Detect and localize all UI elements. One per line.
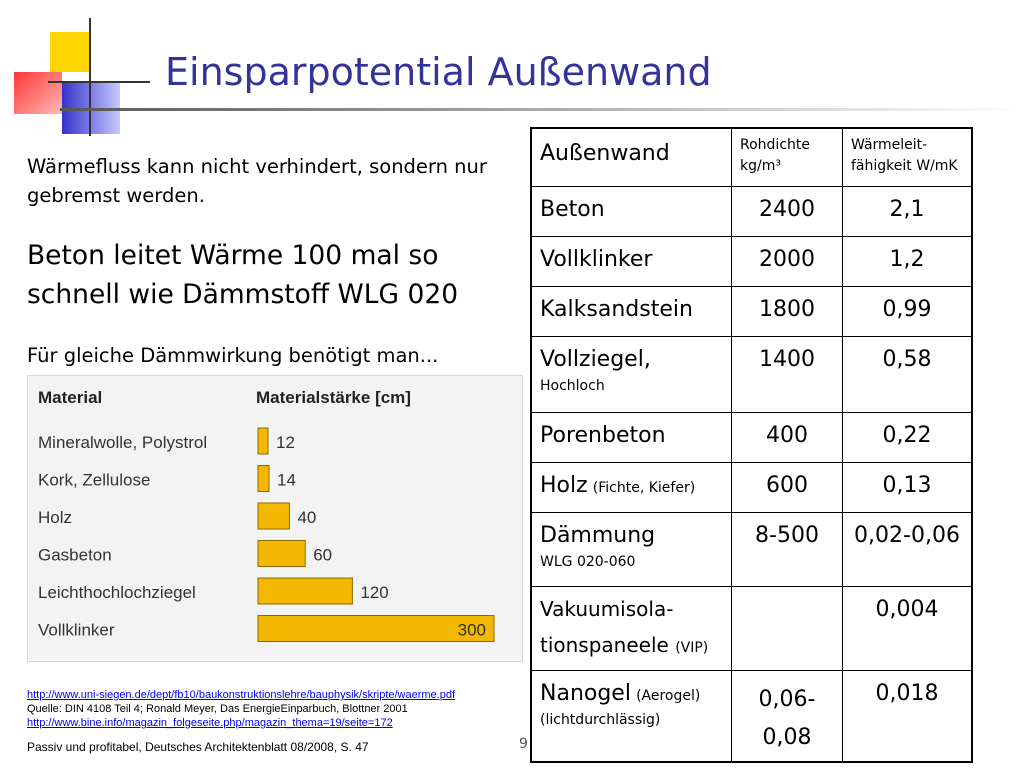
table-row [531, 236, 972, 286]
row-conductivity: 0,13 [882, 472, 932, 498]
chart-value-label: 14 [277, 470, 296, 490]
chart-value-label: 120 [360, 583, 389, 602]
row-density: 2400 [759, 196, 815, 222]
row-conductivity: 0,99 [882, 296, 932, 322]
row-name-note: (VIP) [675, 639, 709, 656]
chart-value-label: 300 [457, 620, 486, 640]
statement-line-1: Beton leitet Wärme 100 mal so [27, 240, 439, 271]
cell-material [531, 512, 732, 586]
row-conductivity: 0,02-0,06 [854, 522, 960, 548]
page-number: 9 [519, 736, 528, 752]
cell-density [732, 512, 843, 586]
cell-material [531, 462, 732, 512]
cell-conductivity [843, 186, 973, 236]
chart-bar [258, 428, 268, 454]
row-sub: Hochloch [540, 377, 605, 394]
statement-text [27, 236, 537, 314]
row-name-2: tionspaneele [540, 632, 669, 657]
chart-bar [258, 503, 289, 529]
cell-conductivity [843, 336, 973, 412]
chart-header-thickness: Materialstärke [cm] [256, 388, 411, 407]
source-quelle: Quelle: DIN 4108 Teil 4; Ronald Meyer, Das EnergieEinparbuch, Blottner 2001 [27, 703, 408, 715]
header-density [732, 128, 843, 186]
statement-line-2: schnell wie Dämmstoff WLG 020 [27, 279, 459, 310]
cell-density [732, 462, 843, 512]
cell-conductivity [843, 512, 973, 586]
table-row [531, 412, 972, 462]
footer-reference: Passiv und profitabel, Deutsches Architektenblatt 08/2008, S. 47 [27, 740, 369, 754]
row-conductivity: 0,018 [875, 680, 939, 706]
header-material-label: Außenwand [540, 141, 670, 166]
cell-material [531, 286, 732, 336]
sources [27, 688, 455, 730]
chart-category-label: Mineralwolle, Polystrol [38, 433, 208, 452]
cell-material [531, 236, 732, 286]
row-name: Kalksandstein [540, 296, 693, 322]
cell-conductivity [843, 586, 973, 670]
cell-conductivity [843, 412, 973, 462]
cell-material [531, 412, 732, 462]
row-conductivity: 2,1 [889, 196, 925, 222]
intro-text: Wärmefluss kann nicht verhindert, sondern nur gebremst werden. [27, 155, 487, 207]
cell-density [732, 186, 843, 236]
row-name: Nanogel [540, 680, 631, 706]
row-name: Vollklinker [540, 246, 653, 272]
row-name: Beton [540, 196, 605, 222]
table-row [531, 462, 972, 512]
chart-category-label: Holz [38, 508, 73, 527]
material-table [530, 127, 973, 763]
header-conductivity-line-2: fähigkeit W/mK [851, 158, 958, 174]
cell-density [732, 412, 843, 462]
chart-category-label: Kork, Zellulose [38, 470, 151, 490]
source-link-bine[interactable]: http://www.bine.info/magazin_folgeseite.php/magazin_thema=19/seite=172 [27, 717, 393, 729]
header-density-line-2: kg/m³ [740, 158, 781, 174]
row-conductivity: 1,2 [889, 246, 925, 272]
chart-header-material: Material [38, 388, 103, 407]
row-conductivity: 0,004 [875, 596, 939, 622]
cell-density [732, 336, 843, 412]
chart-intro-text: Für gleiche Dämmwirkung benötigt man... [27, 344, 439, 367]
chart-bar [258, 466, 269, 492]
row-name-note: (Fichte, Kiefer) [592, 479, 696, 496]
table-header-row [531, 128, 972, 186]
row-name: Vakuumisola- [540, 596, 674, 621]
cell-material [531, 586, 732, 670]
cell-density [732, 236, 843, 286]
slide-title: Einsparpotential Außenwand [165, 50, 712, 94]
cell-conductivity [843, 670, 973, 762]
chart-plot [28, 376, 522, 661]
header-density-line-1: Rohdichte [740, 137, 810, 153]
cell-material [531, 186, 732, 236]
cell-conductivity [843, 236, 973, 286]
cell-conductivity [843, 286, 973, 336]
cell-conductivity [843, 462, 973, 512]
header-conductivity-line-1: Wärmeleit- [851, 137, 928, 153]
cell-density [732, 286, 843, 336]
cell-density [732, 586, 843, 670]
table-row [531, 336, 972, 412]
row-density: 2000 [759, 246, 815, 272]
row-conductivity: 0,22 [882, 422, 932, 448]
chart-value-label: 12 [276, 433, 295, 452]
row-name: Holz [540, 472, 588, 498]
cell-material [531, 670, 732, 762]
header-conductivity [843, 128, 973, 186]
table-row [531, 586, 972, 670]
row-density: 400 [766, 422, 808, 448]
chart-category-label: Leichthochlochziegel [38, 583, 196, 602]
cell-density [732, 670, 843, 762]
row-conductivity: 0,58 [882, 346, 932, 372]
chart-value-label: 40 [297, 508, 317, 527]
table-row [531, 286, 972, 336]
row-density: 1800 [759, 296, 815, 322]
row-name: Vollziegel, [540, 346, 651, 372]
row-name: Porenbeton [540, 422, 666, 448]
row-density: 600 [766, 472, 808, 498]
chart-bar [258, 578, 352, 604]
row-name: Dämmung [540, 522, 656, 548]
chart-value-label: 60 [313, 545, 333, 565]
material-thickness-chart [27, 375, 523, 662]
slide-logo [0, 0, 160, 140]
row-density: 8-500 [755, 522, 819, 548]
row-density: 0,06-0,08 [758, 686, 816, 750]
table-row [531, 670, 972, 762]
table-row [531, 186, 972, 236]
row-density [732, 587, 842, 601]
row-sub: (lichtdurchlässig) [540, 711, 661, 728]
title-divider [60, 108, 1024, 111]
chart-category-label: Vollklinker [38, 620, 115, 640]
row-density: 1400 [759, 346, 815, 372]
cell-material [531, 336, 732, 412]
source-link-uni-siegen[interactable]: http://www.uni-siegen.de/dept/fb10/baukonstruktionslehre/bauphysik/skripte/waerme.pdf [27, 689, 456, 701]
table-row [531, 512, 972, 586]
row-sub: WLG 020-060 [540, 553, 636, 570]
chart-bar [258, 541, 305, 567]
chart-category-label: Gasbeton [38, 545, 112, 565]
row-name-note: (Aerogel) [636, 687, 701, 704]
header-material [531, 128, 732, 186]
